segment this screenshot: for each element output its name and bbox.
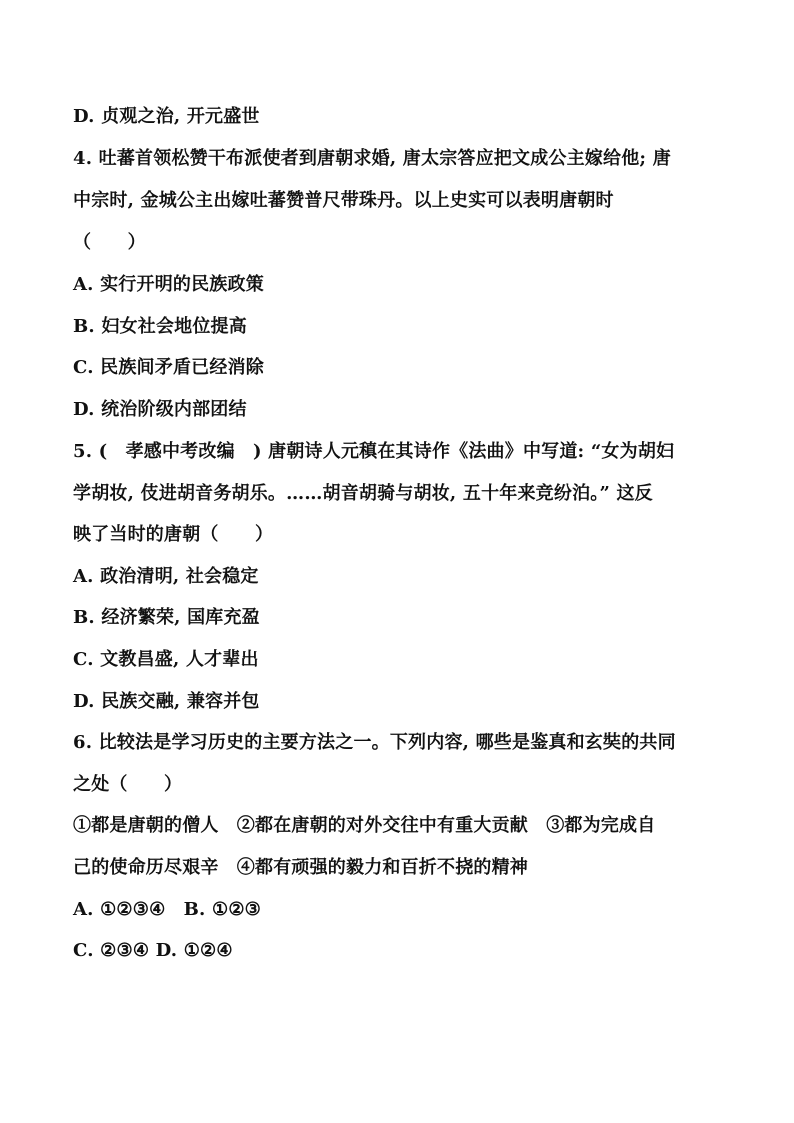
q6-statements-line-2: 己的使命历尽艰辛 ④都有顽强的毅力和百折不挠的精神 — [73, 857, 528, 878]
q4-stem-line-1: 4. 吐蕃首领松赞干布派使者到唐朝求婚, 唐太宗答应把文成公主嫁给他; 唐 — [73, 148, 671, 169]
q5-option-c: C. 文教昌盛, 人才辈出 — [73, 649, 259, 670]
q5-option-b: B. 经济繁荣, 国库充盈 — [73, 607, 260, 628]
q4-stem-line-2: 中宗时, 金城公主出嫁吐蕃赞普尺带珠丹。以上史实可以表明唐朝时 — [73, 190, 614, 211]
q6-options-cd: C. ②③④ D. ①②④ — [73, 940, 233, 961]
q4-option-c: C. 民族间矛盾已经消除 — [73, 357, 264, 378]
q5-stem-line-1: 5. ( 孝感中考改编 ) 唐朝诗人元稹在其诗作《法曲》中写道: “女为胡妇 — [73, 441, 675, 462]
q4-option-b: B. 妇女社会地位提高 — [73, 316, 247, 337]
q5-option-a: A. 政治清明, 社会稳定 — [73, 566, 259, 587]
q4-answer-blank: （ ） — [73, 232, 146, 253]
q5-option-d: D. 民族交融, 兼容并包 — [73, 691, 260, 712]
q4-option-a: A. 实行开明的民族政策 — [73, 274, 264, 295]
q6-stem-line-2: 之处（ ） — [73, 774, 183, 795]
q6-statements-line-1: ①都是唐朝的僧人 ②都在唐朝的对外交往中有重大贡献 ③都为完成自 — [73, 815, 656, 836]
q5-stem-line-2: 学胡妆, 伎进胡音务胡乐。……胡音胡骑与胡妆, 五十年来竞纷泊。” 这反 — [73, 483, 653, 504]
q3-option-d: D. 贞观之治, 开元盛世 — [73, 106, 260, 127]
q5-stem-line-3: 映了当时的唐朝（ ） — [73, 524, 274, 545]
q6-options-ab: A. ①②③④ B. ①②③ — [73, 899, 262, 920]
q4-option-d: D. 统治阶级内部团结 — [73, 399, 247, 420]
q6-stem-line-1: 6. 比较法是学习历史的主要方法之一。下列内容, 哪些是鉴真和玄奘的共同 — [73, 732, 676, 753]
